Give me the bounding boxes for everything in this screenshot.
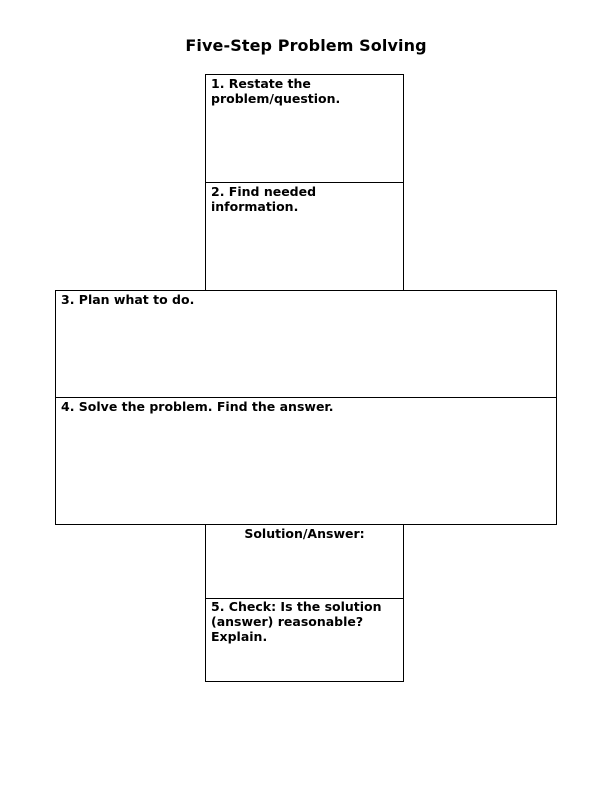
plan-label: 3. Plan what to do. [61,292,195,307]
solution-answer-box[interactable] [205,524,404,599]
restate-problem-box[interactable] [205,74,404,183]
solve-box[interactable] [55,397,557,525]
plan-box[interactable] [55,290,557,398]
find-information-box[interactable] [205,182,404,291]
check-label: 5. Check: Is the solution (answer) reasonable? Explain. [211,599,382,644]
restate-problem-label: 1. Restate the problem/question. [211,76,341,106]
page-title: Five-Step Problem Solving [185,36,427,55]
solution-answer-label: Solution/Answer: [244,526,365,541]
find-information-label: 2. Find needed information. [211,184,317,214]
check-box[interactable] [205,598,404,682]
solve-label: 4. Solve the problem. Find the answer. [61,399,334,414]
